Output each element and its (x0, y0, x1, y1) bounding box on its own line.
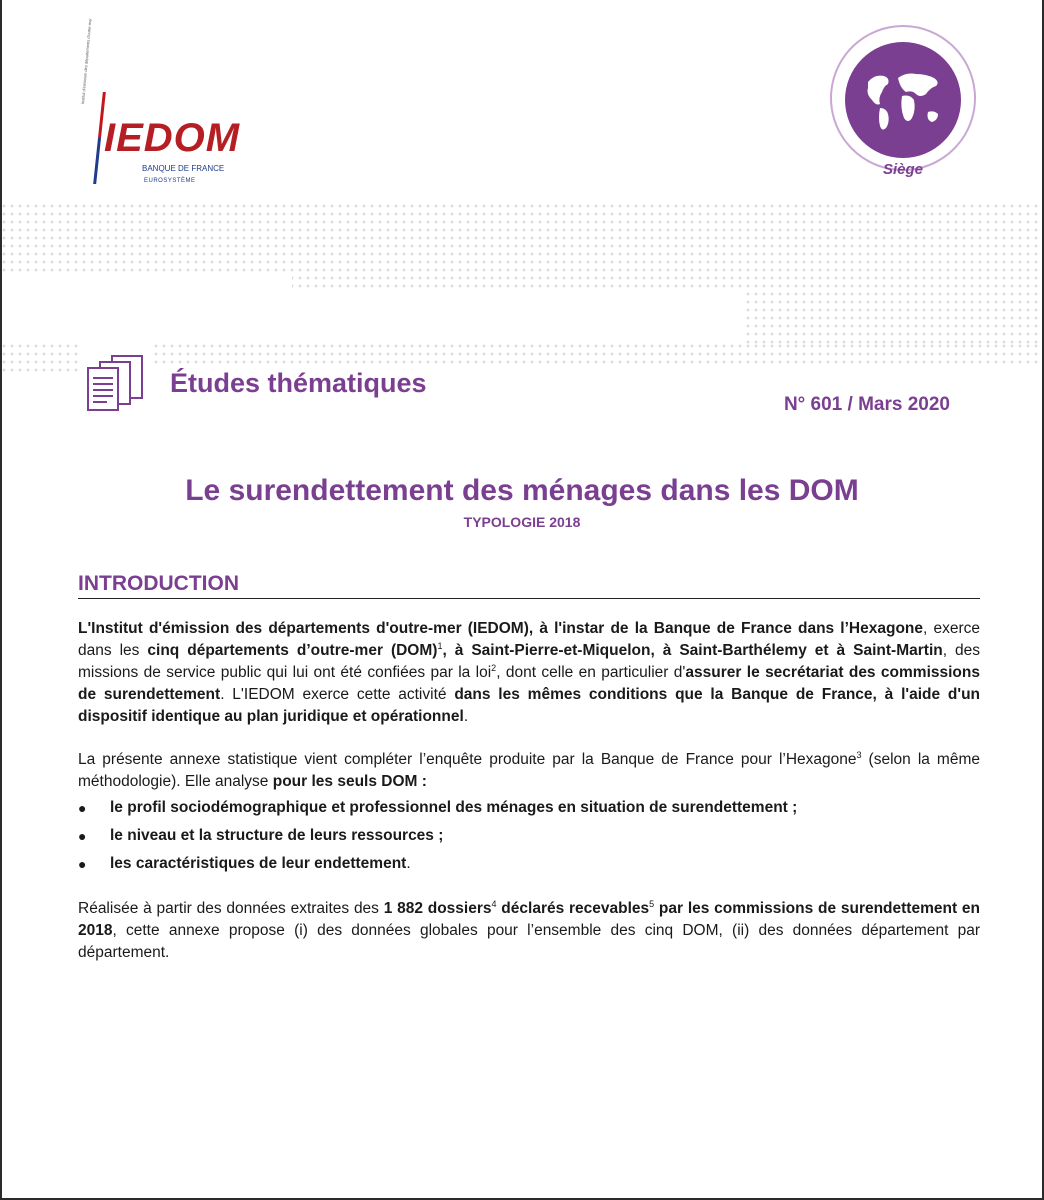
document-title: Le surendettement des ménages dans les DOM (185, 474, 859, 507)
logo-wordmark: IEDOM (104, 116, 241, 160)
list-item: ● le niveau et la structure de leurs ressources ; (78, 825, 980, 853)
footnote-ref[interactable]: 5 (649, 898, 655, 909)
globe-icon (824, 20, 982, 182)
dot-pattern-top (2, 204, 1042, 344)
footnote-ref[interactable]: 1 (437, 640, 443, 651)
footnote-ref[interactable]: 2 (491, 662, 497, 673)
footnote-ref[interactable]: 4 (491, 898, 497, 909)
logo-fine-print: Institut d'émission des départements d'outre-mer (80, 18, 93, 105)
intro-paragraph-2: La présente annexe statistique vient compléter l’enquête produite par la Banque de France pour l’Hexagone$^3$ (selon la même méthodologie). Elle analyse pour les seuls DOM : (78, 749, 980, 790)
section-heading-introduction: INTRODUCTION (78, 572, 980, 599)
intro-paragraph-3: Réalisée à partir des données extraites des 1 882 dossiers$^4$ déclarés recevables$^5$ par les commissions de surendettement en 2018, cette annexe propose (i) des données globales pour l’ensemble des cinq DOM, (ii) des données département par département. (78, 898, 980, 961)
badge-label: Siège (882, 161, 924, 178)
logo-banque-de-france: BANQUE DE FRANCE (142, 164, 225, 173)
iedom-logo (78, 18, 241, 190)
documents-icon (82, 352, 148, 414)
issue-number: N° 601 / Mars 2020 (783, 394, 950, 415)
intro-paragraph-1: L'Institut d'émission des départements d'outre-mer (IEDOM), à l'instar de la Banque de France dans l’Hexagone, exerce dans les cinq départements d’outre-mer (DOM)$^1$, à Saint-Pierre-et-Miquelon, à Saint-Barthélemy et à Saint-Martin, des missions de service public qui lui ont été confiées par la loi$^2$, dont celle en particulier d'assurer le secrétariat des commissions de surendettement. L'IEDOM exerce cette activité dans les mêmes conditions que la Banque de France, à l'aide d'un dispositif identique au plan juridique et opérationnel. (78, 620, 981, 725)
list-item: ● le profil sociodémographique et professionnel des ménages en situation de surendettement ; (78, 797, 980, 825)
siege-badge (824, 20, 982, 182)
dot-pattern-middle (2, 344, 1042, 384)
list-item: ● les caractéristiques de leur endettement. (78, 853, 980, 881)
footnote-ref[interactable]: 3 (856, 749, 862, 760)
logo-eurosysteme: EUROSYSTÈME (144, 178, 196, 184)
series-title: Études thématiques (170, 368, 427, 398)
document-subtitle: TYPOLOGIE 2018 (463, 514, 581, 530)
analysis-bullet-list (78, 797, 980, 881)
